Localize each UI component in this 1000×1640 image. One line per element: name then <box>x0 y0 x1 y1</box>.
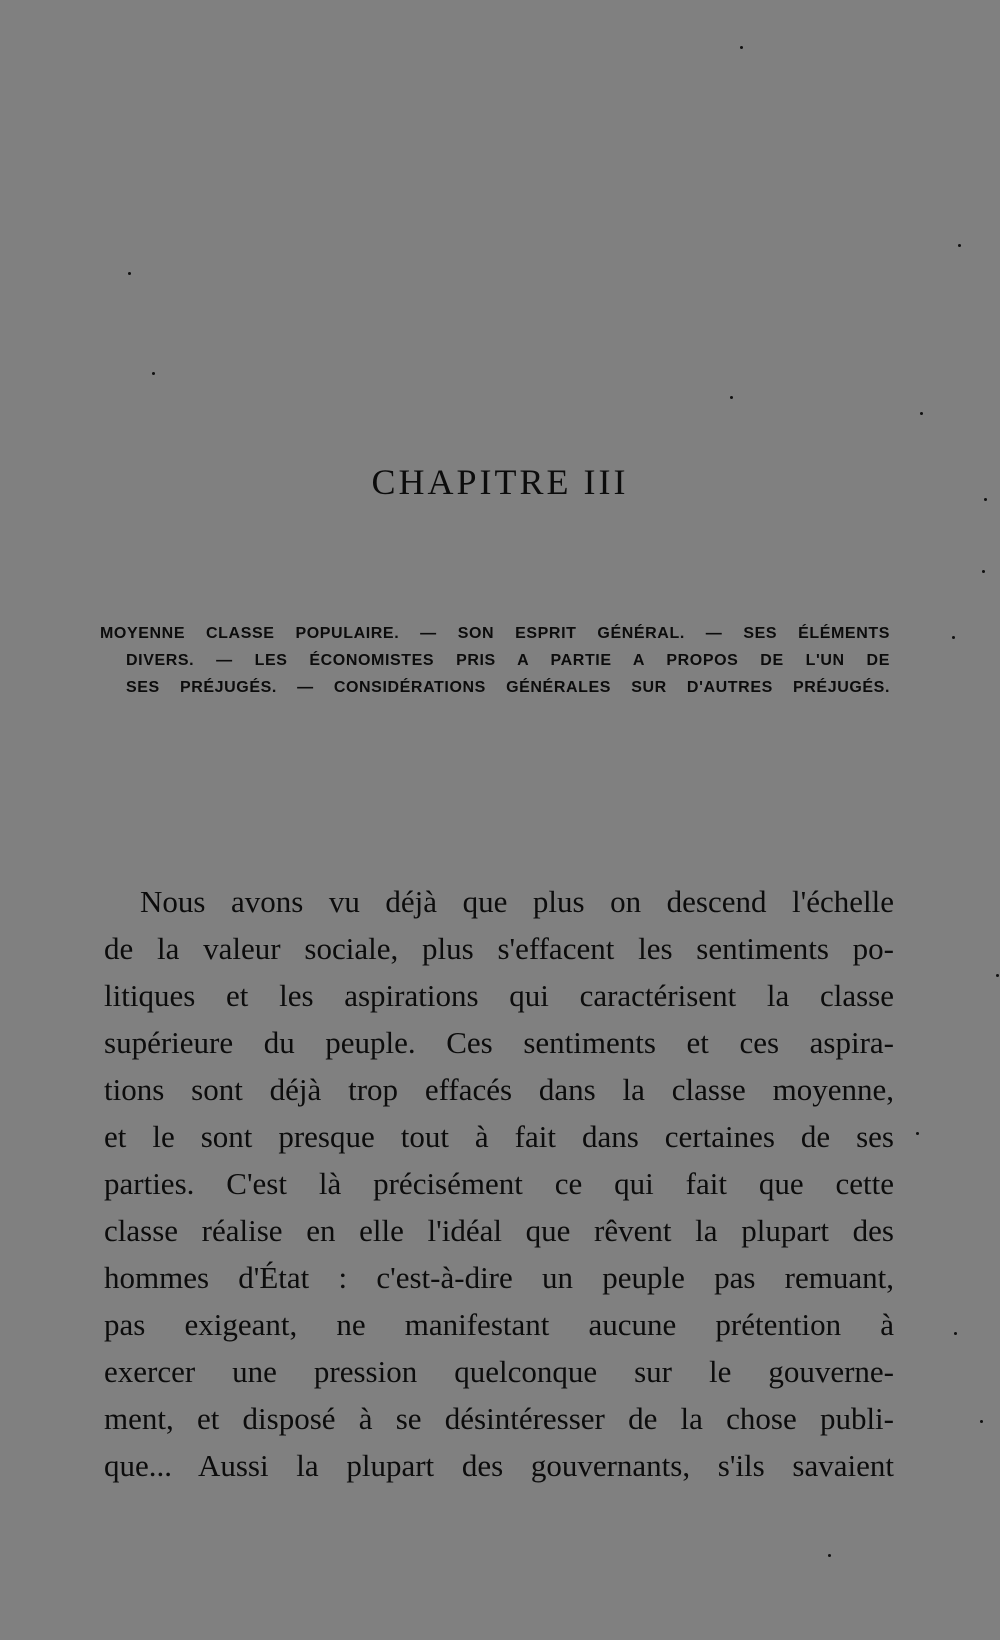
scan-speck <box>916 1132 919 1135</box>
scan-speck <box>828 1554 831 1557</box>
summary-line: MOYENNE CLASSE POPULAIRE. — SON ESPRIT GÉNÉRAL. — SES ÉLÉMENTS <box>100 625 890 642</box>
body-line: exercer une pression quelconque sur le gouverne- <box>104 1354 894 1389</box>
body-line: hommes d'État : c'est-à-dire un peuple pas remuant, <box>104 1260 894 1295</box>
body-line: Nous avons vu déjà que plus on descend l'échelle <box>140 884 894 919</box>
scan-speck <box>730 396 733 399</box>
body-line: classe réalise en elle l'idéal que rêvent la plupart des <box>104 1213 894 1248</box>
body-paragraph <box>104 878 894 1489</box>
body-line: parties. C'est là précisément ce qui fait que cette <box>104 1166 894 1201</box>
summary-line: SES PRÉJUGÉS. — CONSIDÉRATIONS GÉNÉRALES SUR D'AUTRES PRÉJUGÉS. <box>126 679 890 696</box>
scan-speck <box>954 1332 957 1335</box>
scan-speck <box>982 570 985 573</box>
body-line: de la valeur sociale, plus s'effacent les sentiments po- <box>104 931 894 966</box>
scan-speck <box>996 974 999 977</box>
scan-speck <box>740 46 743 49</box>
scan-speck <box>920 412 923 415</box>
body-line: ment, et disposé à se désintéresser de la chose publi- <box>104 1401 894 1436</box>
summary-line: DIVERS. — LES ÉCONOMISTES PRIS A PARTIE A PROPOS DE L'UN DE <box>126 652 890 669</box>
scan-speck <box>980 1420 983 1423</box>
body-line: pas exigeant, ne manifestant aucune prétention à <box>104 1307 894 1342</box>
body-line: et le sont presque tout à fait dans certaines de ses <box>104 1119 894 1154</box>
scan-speck <box>952 636 955 639</box>
scan-speck <box>984 498 987 501</box>
body-line: que... Aussi la plupart des gouvernants, s'ils savaient <box>104 1448 894 1483</box>
chapter-title: CHAPITRE III <box>371 462 629 502</box>
chapter-summary <box>100 620 890 701</box>
scan-speck <box>128 272 131 275</box>
scan-speck <box>958 244 961 247</box>
body-line: litiques et les aspirations qui caractérisent la classe <box>104 978 894 1013</box>
body-line: supérieure du peuple. Ces sentiments et ces aspira- <box>104 1025 894 1060</box>
body-line: tions sont déjà trop effacés dans la classe moyenne, <box>104 1072 894 1107</box>
scan-speck <box>152 372 155 375</box>
